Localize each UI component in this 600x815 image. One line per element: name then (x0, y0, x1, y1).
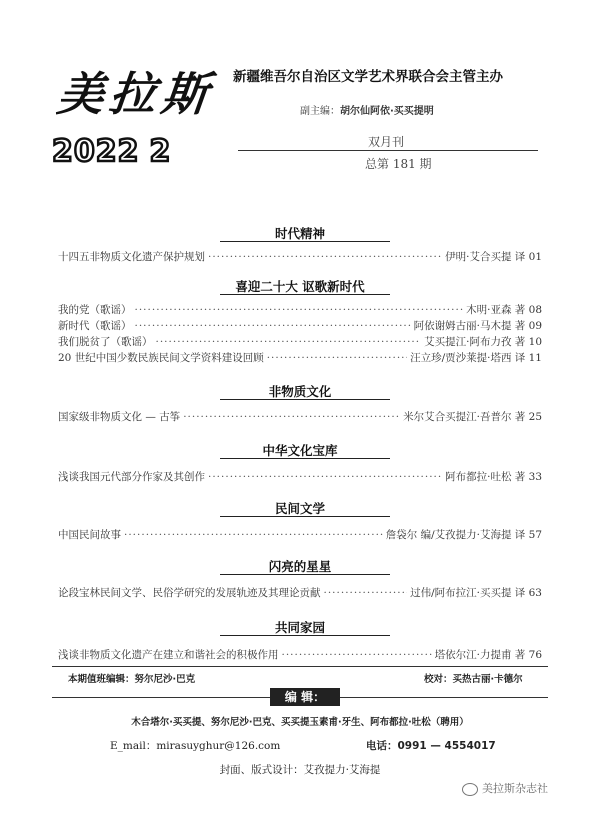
watermark (462, 780, 548, 796)
phone: 电话：0991 — 4554017 (366, 740, 496, 752)
issue-no: 2 (149, 134, 171, 169)
email[interactable]: E_mail：mirasuyghur@126.com (110, 740, 281, 752)
toc-entry[interactable] (58, 350, 542, 365)
leader-dots (135, 304, 464, 316)
entry-author: 阿依谢姆古丽·马木提 著 09 (413, 320, 542, 332)
leader-dots (124, 529, 383, 541)
section-title: 中华文化宝库 (262, 443, 338, 458)
entry-author: 汪立珍/贾沙莱提·塔西 译 11 (410, 352, 542, 364)
entry-author: 阿布都拉·吐松 著 33 (445, 471, 542, 483)
toc-entry[interactable] (58, 302, 542, 317)
toc-entry[interactable] (58, 647, 542, 662)
entry-title: 我的党（歌谣） (58, 304, 132, 316)
section-title: 非物质文化 (268, 384, 332, 399)
issue-number (52, 134, 232, 169)
leader-dots (208, 251, 442, 263)
leader-dots (282, 649, 432, 661)
watermark-text: 美拉斯杂志社 (482, 782, 548, 795)
entry-author: 艾买提江·阿布力孜 著 10 (424, 336, 542, 348)
masthead-rule (238, 150, 538, 151)
sponsor-line: 新疆维吾尔自治区文学艺术界联合会主管主办 (233, 69, 503, 85)
footer-rule (52, 666, 548, 667)
leader-dots (183, 411, 400, 423)
toc-entry[interactable] (58, 249, 542, 264)
entry-title: 我们脱贫了（歌谣） (58, 336, 153, 348)
entry-title: 浅谈非物质文化遗产在建立和谐社会的积极作用 (58, 649, 279, 661)
section-rule (220, 399, 390, 400)
entry-author: 伊明·艾合买提 译 01 (445, 251, 542, 263)
entry-author: 过伟/阿布拉江·买买提 译 63 (410, 587, 542, 599)
section-rule (220, 635, 390, 636)
toc-entry[interactable] (58, 585, 542, 600)
leader-dots (208, 471, 442, 483)
leader-dots (156, 336, 422, 348)
total-issue: 总第 181 期 (365, 157, 432, 171)
editors-heading: 编 辑： (270, 688, 340, 706)
section-rule (220, 241, 390, 242)
leader-dots (267, 352, 407, 364)
entry-title: 中国民间故事 (58, 529, 121, 541)
section-title: 喜迎二十大 讴歌新时代 (235, 279, 365, 294)
entry-author: 米尔艾合买提江·吾普尔 著 25 (403, 411, 542, 423)
entry-title: 20 世纪中国少数民族民间文学资料建设回顾 (58, 352, 264, 364)
design-credit: 封面、版式设计：艾孜提力·艾海提 (219, 764, 381, 776)
section-title: 时代精神 (274, 226, 325, 241)
editors-names: 胡尔仙阿依·买买提明 (340, 106, 434, 117)
section-title: 民间文学 (274, 501, 325, 516)
toc-entry[interactable] (58, 409, 542, 424)
editors-label: 副主编： (300, 106, 340, 117)
entry-title: 国家级非物质文化 — 古筝 (58, 411, 181, 423)
section-title: 闪亮的星星 (268, 559, 332, 574)
leader-dots (135, 320, 411, 332)
leader-dots (324, 587, 408, 599)
wechat-icon (462, 783, 478, 796)
section-rule (220, 458, 390, 459)
toc-entry[interactable] (58, 318, 542, 333)
entry-title: 十四五非物质文化遗产保护规划 (58, 251, 205, 263)
deputy-editors (300, 102, 434, 117)
entry-title: 浅谈我国元代部分作家及其创作 (58, 471, 205, 483)
section-rule (220, 516, 390, 517)
section-rule (220, 294, 390, 295)
issue-year: 2022 (52, 134, 140, 169)
magazine-logo: 美拉斯 (54, 67, 217, 121)
entry-author: 木明·亚森 著 08 (466, 304, 542, 316)
frequency: 双月刊 (368, 135, 405, 149)
editors-list: 木合塔尔·买买提、努尔尼沙·巴克、买买提玉素甫·牙生、阿布都拉·吐松（聘用） (131, 717, 469, 728)
entry-title: 新时代（歌谣） (58, 320, 132, 332)
toc-entry[interactable] (58, 334, 542, 349)
entry-author: 詹袋尔 编/艾孜提力·艾海提 译 57 (385, 529, 542, 541)
toc-entry[interactable] (58, 469, 542, 484)
entry-title: 论段宝林民间文学、民俗学研究的发展轨迹及其理论贡献 (58, 587, 321, 599)
entry-author: 塔依尔江·力提甫 著 76 (434, 649, 542, 661)
proofreader: 校对：买热古丽·卡德尔 (424, 674, 523, 685)
section-title: 共同家园 (274, 620, 325, 635)
toc-entry[interactable] (58, 527, 542, 542)
duty-editor: 本期值班编辑：努尔尼沙·巴克 (68, 674, 196, 685)
section-rule (220, 574, 390, 575)
